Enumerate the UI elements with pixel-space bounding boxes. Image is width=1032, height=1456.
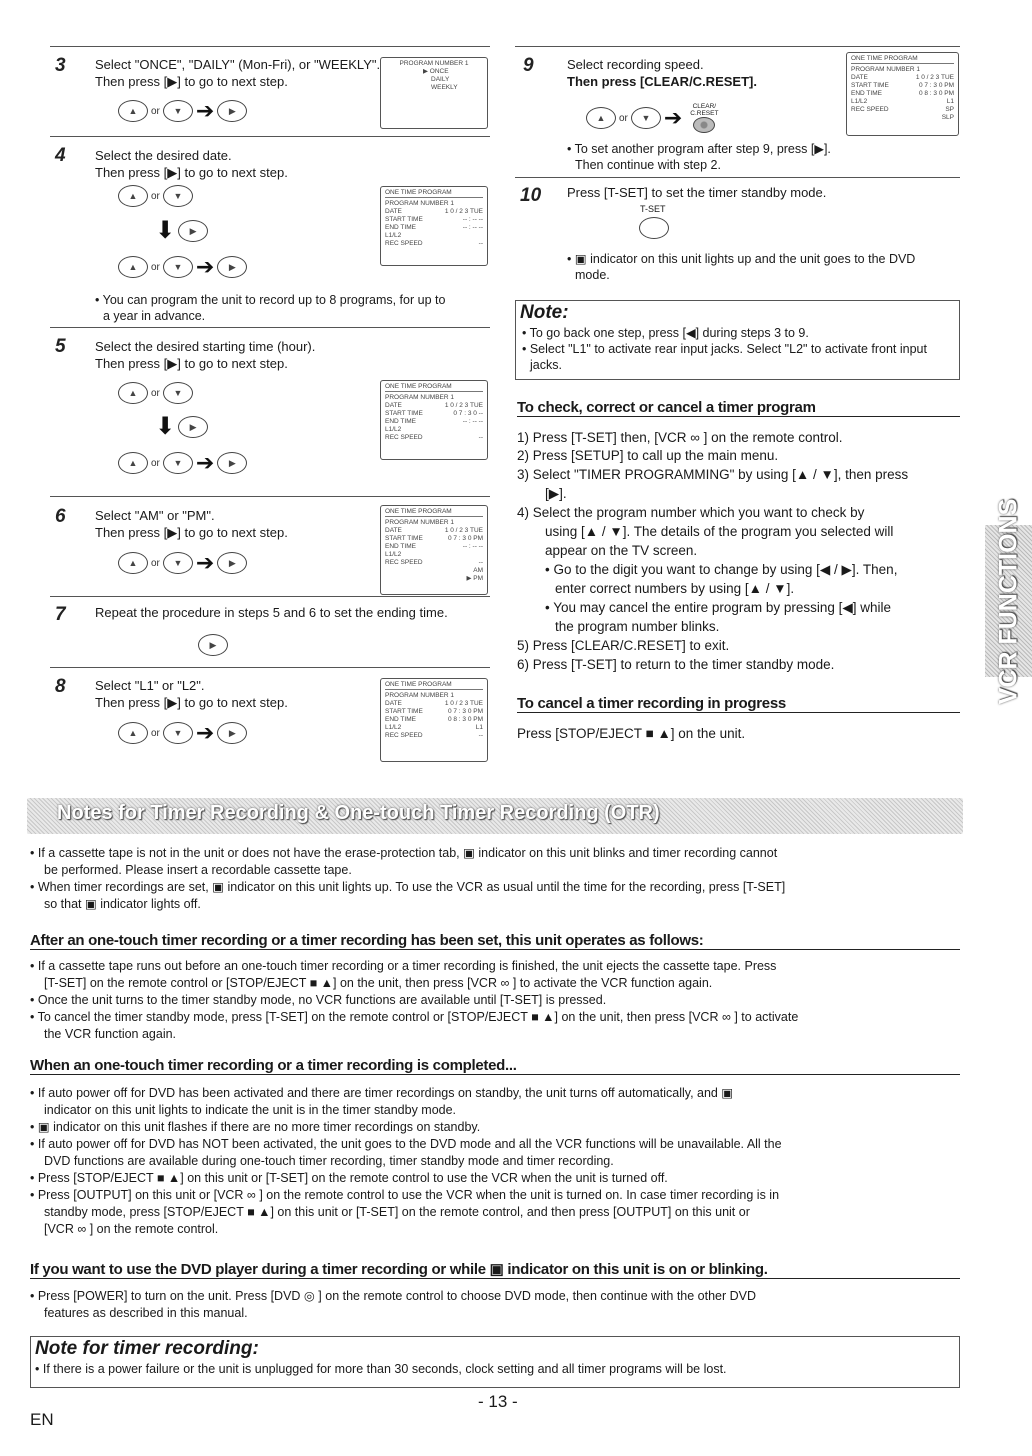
or-label: or	[151, 457, 160, 469]
step-8-text	[95, 677, 288, 711]
screen-value: --	[478, 732, 483, 739]
or-label: or	[151, 387, 160, 399]
screen-label: DATE	[385, 700, 402, 707]
section-heading: To cancel a timer recording in progress	[517, 695, 960, 713]
screen-row	[385, 559, 483, 567]
para-line: • If auto power off for DVD has NOT been activated, the unit goes to the DVD mode and all the VCR functions will be unavailable. All the	[30, 1137, 782, 1151]
para-line: • ▣ indicator on this unit flashes if there are no more timer recordings on standby.	[30, 1120, 481, 1134]
arrow-right-icon: ➔	[663, 105, 683, 130]
screen-value: 0 7 : 3 0 PM	[447, 708, 483, 715]
divider	[50, 327, 490, 328]
step-text-line: Select recording speed.	[567, 57, 704, 72]
step-text-line: Select "AM" or "PM".	[95, 508, 215, 523]
screen-label: END TIME	[385, 224, 416, 231]
tset-label: T-SET	[640, 204, 666, 214]
list-item: the program number blinks.	[555, 619, 720, 634]
para-line: • Press [STOP/EJECT ■ ▲] on this unit or [T-SET] on the remote control to use the VCR when the unit is turned off.	[30, 1171, 668, 1185]
divider	[50, 667, 490, 668]
screen-line: PROGRAM NUMBER 1	[851, 66, 920, 73]
arrow-right-icon: ➔	[195, 98, 215, 123]
ifyou-paragraph	[30, 1288, 965, 1322]
screen-label: REC SPEED	[385, 240, 423, 247]
list-item: 3) Select "TIMER PROGRAMMING" by using [▲ / ▼], then press	[517, 467, 909, 482]
bullet-line: • You can program the unit to record up to 8 programs, for up to	[95, 293, 446, 307]
right-arrow-button-icon: ▶	[217, 452, 247, 474]
list-item: [▶].	[545, 486, 567, 501]
or-label: or	[151, 727, 160, 739]
side-tab	[985, 498, 1032, 704]
screen-row	[385, 708, 483, 716]
right-arrow-button-icon: ▶	[178, 220, 208, 242]
screen-label: REC SPEED	[385, 434, 423, 441]
screen-row	[385, 716, 483, 724]
para-line: features as described in this manual.	[44, 1306, 248, 1320]
screen-row	[385, 208, 483, 216]
right-arrow-button-icon: ▶	[217, 100, 247, 122]
step-6-text	[95, 507, 288, 541]
para-line: DVD functions are available during one-touch timer recording, timer standby mode and timer recording.	[44, 1154, 614, 1168]
step-number: 5	[55, 336, 66, 357]
screen-title: ONE TIME PROGRAM	[385, 681, 483, 690]
step-10-bullet	[567, 251, 915, 283]
up-arrow-button-icon: ▲	[586, 107, 616, 129]
screen-value: 1 0 / 2 3 TUE	[915, 74, 954, 81]
step-4-text	[95, 147, 288, 181]
screen-option: SLP	[941, 114, 954, 121]
section-heading: After an one-touch timer recording or a timer recording has been set, this unit operates as follows:	[30, 932, 960, 950]
screen-line: L1/L2	[385, 232, 402, 239]
screen-value: --	[478, 434, 483, 441]
para-line: • Once the unit turns to the timer standby mode, no VCR functions are available until [T-SET] is pressed.	[30, 993, 607, 1007]
screen-option: AM	[473, 567, 483, 574]
para-line: • Press [POWER] to turn on the unit. Press [DVD ◎ ] on the remote control to choose DVD mode, then continue with the other DVD	[30, 1289, 757, 1303]
screen-label: START TIME	[385, 708, 423, 715]
list-item: using [▲ / ▼]. The details of the program you selected will	[545, 524, 894, 539]
screen-value: 0 7 : 3 0 PM	[918, 82, 954, 89]
page-number: - 13 -	[478, 1392, 518, 1411]
arrow-down-icon: ⬇	[155, 413, 176, 440]
arrow-right-icon: ➔	[195, 550, 215, 575]
step-10-text: Press [T-SET] to set the timer standby mode.	[567, 185, 827, 200]
para-line: • Press [OUTPUT] on this unit or [VCR ∞ ] on the remote control to use the VCR when the unit is turned on. In case timer recording is in	[30, 1188, 780, 1202]
screen-value: L1	[946, 98, 954, 105]
note-title: Note:	[520, 302, 569, 323]
down-arrow-button-icon: ▼	[163, 256, 193, 278]
screen-option: DAILY	[431, 76, 450, 83]
list-item: enter correct numbers by using [▲ / ▼].	[555, 581, 795, 596]
para-line: • When timer recordings are set, ▣ indicator on this unit lights up. To use the VCR as usual until the time for the recording, press [T-SET]	[30, 880, 786, 894]
step-text-line: Then press [▶] to go to next step.	[95, 74, 288, 89]
section-heading: If you want to use the DVD player during a timer recording or while ▣ indicator on this unit is on or blinking.	[30, 1260, 960, 1279]
step-number: 10	[520, 185, 542, 206]
when-paragraph	[30, 1085, 965, 1238]
list-item: • You may cancel the entire program by pressing [◀] while	[545, 600, 892, 615]
section-heading: When an one-touch timer recording or a timer recording is completed...	[30, 1057, 960, 1075]
screen-label: DATE	[851, 74, 868, 81]
screen-value: 1 0 / 2 3 TUE	[444, 208, 483, 215]
after-paragraph	[30, 958, 965, 1043]
down-arrow-button-icon: ▼	[163, 382, 193, 404]
screen-row	[385, 543, 483, 551]
screen-line: PROGRAM NUMBER 1	[385, 692, 454, 699]
list-item: • Go to the digit you want to change by using [◀ / ▶]. Then,	[545, 562, 898, 577]
down-arrow-button-icon: ▼	[163, 185, 193, 207]
screen-row	[385, 224, 483, 232]
step-text-line: Then press [▶] to go to next step.	[95, 165, 288, 180]
up-arrow-button-icon: ▲	[118, 185, 148, 207]
up-arrow-button-icon: ▲	[118, 382, 148, 404]
divider	[515, 46, 960, 47]
tv-screen-preview	[380, 380, 488, 460]
step-4-bullet	[95, 292, 445, 324]
step-5-text	[95, 338, 315, 372]
button-sequence	[118, 256, 247, 278]
button-sequence	[155, 413, 208, 440]
tv-screen-preview	[380, 186, 488, 266]
side-tab-label-wrap	[985, 498, 1032, 704]
section-heading: To check, correct or cancel a timer program	[517, 399, 960, 417]
up-arrow-button-icon: ▲	[118, 256, 148, 278]
screen-title: ONE TIME PROGRAM	[385, 508, 483, 517]
right-arrow-button-icon: ▶	[217, 256, 247, 278]
list-item: appear on the TV screen.	[545, 543, 698, 558]
banner-title: Notes for Timer Recording & One-touch Timer Recording (OTR)	[57, 802, 660, 824]
step-number: 7	[55, 604, 66, 625]
clear-button-label: CLEAR/ C.RESET	[690, 103, 719, 117]
step-3-text	[95, 56, 380, 90]
button-sequence	[586, 103, 723, 133]
step-number: 8	[55, 676, 66, 697]
screen-value: 1 0 / 2 3 TUE	[444, 402, 483, 409]
screen-row	[851, 90, 954, 98]
screen-row	[385, 724, 483, 732]
note-title: Note for timer recording:	[35, 1338, 259, 1359]
screen-row	[385, 535, 483, 543]
para-line: [VCR ∞ ] on the remote control.	[44, 1222, 219, 1236]
down-arrow-button-icon: ▼	[163, 552, 193, 574]
step-text-line: Select "L1" or "L2".	[95, 678, 205, 693]
screen-label: REC SPEED	[851, 106, 889, 113]
or-label: or	[619, 112, 628, 124]
or-label: or	[151, 105, 160, 117]
screen-row	[385, 700, 483, 708]
note-item: • If there is a power failure or the unit is unplugged for more than 30 seconds, clock setting and all timer programs will be lost.	[35, 1362, 727, 1376]
right-arrow-button-icon: ▶	[217, 722, 247, 744]
screen-row	[385, 527, 483, 535]
screen-value: 1 0 / 2 3 TUE	[444, 527, 483, 534]
bullet-line: mode.	[575, 268, 610, 282]
up-arrow-button-icon: ▲	[118, 100, 148, 122]
list-item: 6) Press [T-SET] to return to the timer standby mode.	[517, 657, 835, 672]
para-line: • If a cassette tape runs out before an one-touch timer recording or a timer recording is finished, the unit ejects the cassette tape. Press	[30, 959, 777, 973]
divider	[50, 496, 490, 497]
para-line: [T-SET] on the remote control or [STOP/EJECT ■ ▲] on the unit, then press [VCR ∞ ] to activate the VCR function again.	[44, 976, 713, 990]
note-box	[515, 300, 960, 380]
divider	[515, 177, 960, 178]
screen-option: WEEKLY	[431, 84, 458, 91]
or-label: or	[151, 261, 160, 273]
screen-label: END TIME	[385, 418, 416, 425]
button-sequence	[118, 185, 193, 207]
screen-label: END TIME	[385, 543, 416, 550]
para-line: standby mode, press [STOP/EJECT ■ ▲] on this unit or [T-SET] on the remote control, and then press [OUTPUT] on this unit or	[44, 1205, 750, 1219]
screen-label: START TIME	[385, 216, 423, 223]
para-line: • If auto power off for DVD has been activated and there are timer recordings on standby, the unit turns off automatically, and ▣	[30, 1086, 734, 1100]
button-sequence	[118, 100, 247, 122]
step-text-line: Select "ONCE", "DAILY" (Mon-Fri), or "WEEKLY".	[95, 57, 381, 72]
step-number: 6	[55, 506, 66, 527]
screen-label: START TIME	[385, 410, 423, 417]
screen-row	[851, 82, 954, 90]
screen-value: -- : -- --	[462, 216, 483, 223]
down-arrow-button-icon: ▼	[631, 107, 661, 129]
button-sequence	[118, 382, 193, 404]
arrow-right-icon: ➔	[195, 450, 215, 475]
screen-line: PROGRAM NUMBER 1	[385, 200, 454, 207]
para-line: indicator on this unit lights to indicate the unit is in the timer standby mode.	[44, 1103, 457, 1117]
divider	[50, 596, 490, 597]
screen-row	[851, 74, 954, 82]
step-text-line: Select the desired date.	[95, 148, 232, 163]
screen-value: --	[478, 240, 483, 247]
screen-row	[851, 106, 954, 114]
screen-title: ONE TIME PROGRAM	[851, 55, 954, 64]
divider	[50, 136, 490, 137]
screen-label: START TIME	[851, 82, 889, 89]
cancel-text: Press [STOP/EJECT ■ ▲] on the unit.	[517, 726, 746, 741]
or-label: or	[151, 557, 160, 569]
screen-row	[385, 410, 483, 418]
step-text-line: Then press [CLEAR/C.RESET].	[567, 74, 757, 89]
para-line: the VCR function again.	[44, 1027, 177, 1041]
list-item: 5) Press [CLEAR/C.RESET] to exit.	[517, 638, 730, 653]
screen-label: DATE	[385, 527, 402, 534]
right-arrow-button-icon: ▶	[217, 552, 247, 574]
screen-line: L1/L2	[385, 426, 402, 433]
notes-banner	[27, 798, 963, 834]
bullet-line: • To set another program after step 9, press [▶].	[567, 142, 831, 156]
bullet-line: Then continue with step 2.	[575, 158, 721, 172]
clear-button-group	[685, 103, 723, 133]
tset-button-icon	[639, 217, 669, 239]
screen-value: 1 0 / 2 3 TUE	[444, 700, 483, 707]
button-sequence	[118, 552, 247, 574]
screen-row	[385, 216, 483, 224]
step-number: 4	[55, 145, 66, 166]
timer-note-box	[30, 1336, 960, 1388]
step-text-line: Then press [▶] to go to next step.	[95, 356, 288, 371]
screen-row	[385, 402, 483, 410]
up-arrow-button-icon: ▲	[118, 722, 148, 744]
para-line: so that ▣ indicator lights off.	[44, 897, 201, 911]
up-arrow-button-icon: ▲	[118, 452, 148, 474]
arrow-right-icon: ➔	[195, 254, 215, 279]
tv-screen-preview	[380, 57, 488, 129]
screen-line: PROGRAM NUMBER 1	[385, 519, 454, 526]
tv-screen-preview	[846, 52, 959, 136]
para-line: • To cancel the timer standby mode, press [T-SET] on the remote control or [STOP/EJECT ■ ▲] on the unit, then press [VCR ∞ ] to activate	[30, 1010, 799, 1024]
step-7-text: Repeat the procedure in steps 5 and 6 to set the ending time.	[95, 605, 448, 620]
para-line: be performed. Please insert a recordable cassette tape.	[44, 863, 352, 877]
screen-value: 0 7 : 3 0 --	[453, 410, 483, 417]
screen-value: SP	[945, 106, 954, 113]
screen-label: END TIME	[385, 716, 416, 723]
divider	[50, 46, 490, 47]
screen-label: REC SPEED	[385, 732, 423, 739]
screen-value: --	[478, 559, 483, 566]
list-item: 2) Press [SETUP] to call up the main menu.	[517, 448, 779, 463]
down-arrow-button-icon: ▼	[163, 100, 193, 122]
screen-label: DATE	[385, 208, 402, 215]
side-tab-label: VCR FUNCTIONS	[994, 498, 1022, 704]
down-arrow-button-icon: ▼	[163, 452, 193, 474]
screen-row	[385, 434, 483, 442]
screen-title: ONE TIME PROGRAM	[385, 189, 483, 198]
arrow-right-icon: ➔	[195, 720, 215, 745]
tv-screen-preview	[380, 678, 488, 762]
language-label: EN	[30, 1410, 54, 1429]
button-sequence	[155, 217, 208, 244]
step-9-bullet	[567, 141, 831, 173]
para-line: • If a cassette tape is not in the unit or does not have the erase-protection tab, ▣ indicator on this unit blinks and timer recording cannot	[30, 846, 778, 860]
screen-value: 0 7 : 3 0 PM	[447, 535, 483, 542]
up-arrow-button-icon: ▲	[118, 552, 148, 574]
list-item: 1) Press [T-SET] then, [VCR ∞ ] on the remote control.	[517, 430, 843, 445]
screen-label: REC SPEED	[385, 559, 423, 566]
screen-label: END TIME	[851, 90, 882, 97]
screen-value: -- : -- --	[462, 224, 483, 231]
step-number: 9	[523, 55, 534, 76]
button-sequence	[198, 634, 228, 656]
step-number: 3	[55, 55, 66, 76]
step-text-line: Then press [▶] to go to next step.	[95, 525, 288, 540]
step-text-line: Select the desired starting time (hour).	[95, 339, 316, 354]
button-sequence	[118, 452, 247, 474]
tv-screen-preview	[380, 505, 488, 595]
right-arrow-button-icon: ▶	[198, 634, 228, 656]
note-item: • To go back one step, press [◀] during steps 3 to 9.	[522, 326, 809, 340]
screen-value: 0 8 : 3 0 PM	[447, 716, 483, 723]
screen-value: -- : -- --	[462, 418, 483, 425]
screen-value: -- : -- --	[462, 543, 483, 550]
notes-paragraph	[30, 845, 965, 913]
screen-line: PROGRAM NUMBER 1	[385, 394, 454, 401]
bullet-line: a year in advance.	[103, 309, 206, 323]
right-arrow-button-icon: ▶	[178, 416, 208, 438]
screen-line: L1/L2	[385, 551, 402, 558]
note-item: jacks.	[530, 358, 562, 372]
step-text-line: Then press [▶] to go to next step.	[95, 695, 288, 710]
step-9-text	[567, 56, 757, 90]
or-label: or	[151, 190, 160, 202]
screen-row	[385, 732, 483, 740]
screen-title: PROGRAM NUMBER 1	[399, 60, 469, 67]
screen-title: ONE TIME PROGRAM	[385, 383, 483, 392]
screen-label: DATE	[385, 402, 402, 409]
button-sequence	[118, 722, 247, 744]
screen-row	[851, 98, 954, 106]
list-item: 4) Select the program number which you want to check by	[517, 505, 865, 520]
bullet-line: • ▣ indicator on this unit lights up and the unit goes to the DVD	[567, 252, 916, 266]
screen-value: L1	[475, 724, 483, 731]
screen-option: ▶ PM	[466, 575, 483, 582]
screen-label: L1/L2	[385, 724, 402, 731]
arrow-down-icon: ⬇	[155, 217, 176, 244]
screen-option: ▶ ONCE	[423, 68, 449, 75]
screen-row	[385, 418, 483, 426]
screen-row	[385, 240, 483, 248]
note-item: • Select "L1" to activate rear input jacks. Select "L2" to activate front input	[522, 342, 927, 356]
screen-label: L1/L2	[851, 98, 868, 105]
screen-value: 0 8 : 3 0 PM	[918, 90, 954, 97]
screen-label: START TIME	[385, 535, 423, 542]
clear-button-icon	[693, 117, 715, 133]
down-arrow-button-icon: ▼	[163, 722, 193, 744]
